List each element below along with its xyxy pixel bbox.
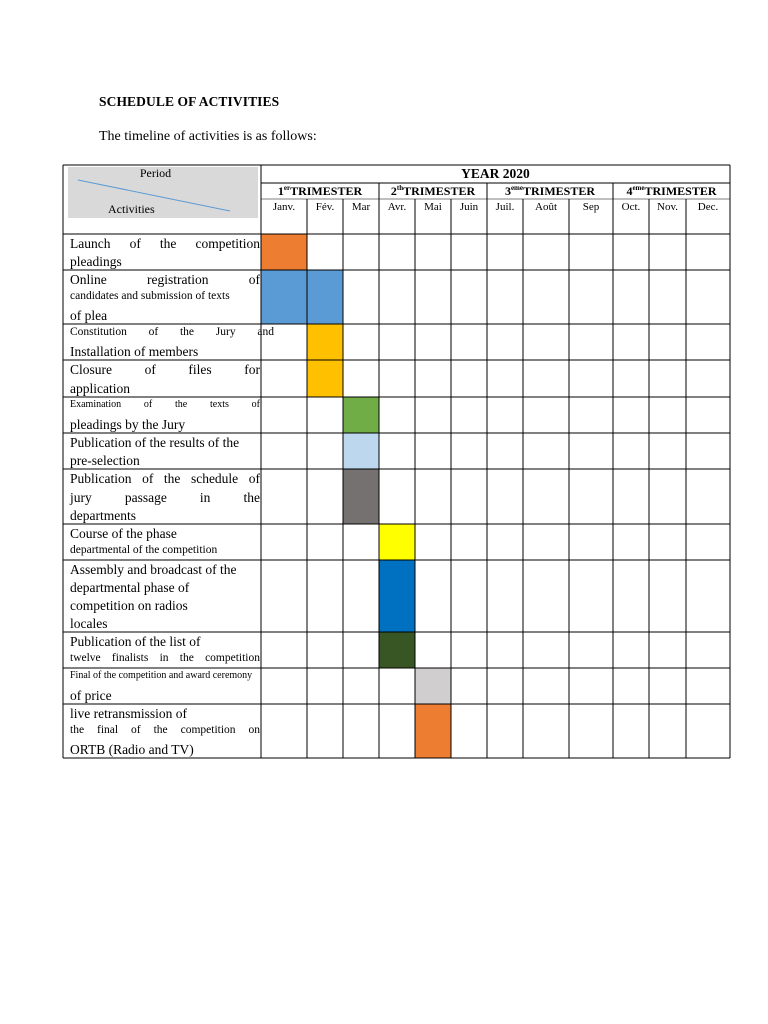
activity-label-line: Publication of the list of [70, 634, 201, 649]
trimester-number: 3 [504, 184, 511, 198]
activity-label-line: Installation of members [70, 344, 199, 359]
month-header: Mai [424, 201, 442, 213]
gantt-bar [261, 234, 307, 270]
month-header: Dec. [697, 201, 719, 213]
activity-label-line: Launch of the competition [70, 236, 260, 251]
activity-label-line: the final of the competition on [70, 724, 260, 736]
activity-label-line: jury passage in the [70, 489, 260, 505]
year-header: YEAR 2020 [461, 166, 530, 181]
month-header: Janv. [272, 201, 296, 213]
trimester-suffix: eme [632, 184, 645, 192]
activity-label-line: locales [70, 616, 108, 631]
activity-label-line: departmental of the competition [70, 544, 218, 556]
trimester-header [261, 185, 379, 197]
activity-label-line: Constitution of the Jury and [70, 326, 274, 338]
intro-paragraph: The timeline of activities is as follows: [99, 129, 317, 144]
trimester-label: TRIMESTER [290, 184, 363, 198]
trimester-label: TRIMESTER [523, 184, 596, 198]
trimester-suffix: th [396, 184, 404, 192]
month-header: Sep [582, 201, 600, 213]
trimester-label: TRIMESTER [403, 184, 476, 198]
trimester-suffix: eme [510, 184, 523, 192]
corner-activities-label: Activities [108, 202, 155, 216]
gantt-bar [307, 270, 343, 324]
activity-label-line: of plea [70, 308, 108, 323]
month-header: Fév. [315, 201, 335, 213]
activity-label-line: departments [70, 507, 136, 523]
gantt-bar [415, 668, 451, 704]
trimester-header [613, 185, 730, 197]
trimester-header [379, 185, 487, 197]
activity-label-line: Examination of the texts of [70, 399, 260, 410]
gantt-bar [307, 360, 343, 397]
activity-label-line: Closure of files for [70, 362, 260, 378]
month-header: Nov. [657, 201, 678, 213]
gantt-bar [415, 704, 451, 758]
trimester-number: 1 [277, 184, 284, 198]
gantt-bar [343, 397, 379, 433]
gantt-bar [261, 270, 307, 324]
activity-label-line: pre-selection [70, 453, 140, 468]
trimester-label: TRIMESTER [644, 184, 717, 198]
month-header: Juin [459, 201, 479, 213]
gantt-bar [307, 324, 343, 360]
activity-label-line: Online registration of [70, 272, 260, 287]
month-header: Août [535, 201, 557, 213]
activity-label-line: competition on radios [70, 598, 188, 613]
trimester-header [487, 185, 613, 197]
gantt-bar [379, 560, 415, 632]
activity-label-line: twelve finalists in the competition [70, 652, 260, 664]
activity-label-line: Assembly and broadcast of the [70, 562, 237, 577]
activity-label-line: candidates and submission of texts [70, 290, 230, 302]
gantt-bar [379, 632, 415, 668]
gantt-bar [343, 433, 379, 469]
gantt-bar [343, 469, 379, 524]
activity-label-line: of price [70, 688, 112, 703]
trimester-number: 2 [390, 184, 397, 198]
activity-label-line: ORTB (Radio and TV) [70, 742, 194, 757]
activity-label-line: departmental phase of [70, 580, 190, 595]
corner-period-label: Period [139, 166, 172, 180]
month-header: Juil. [495, 201, 515, 213]
activity-label-line: Publication of the results of the [70, 435, 240, 450]
trimester-number: 4 [626, 184, 633, 198]
activity-label-line: pleadings by the Jury [70, 417, 186, 432]
activity-label-line: application [70, 380, 130, 396]
month-header: Avr. [387, 201, 407, 213]
activity-label-line: pleadings [70, 254, 122, 269]
activity-label-line: Publication of the schedule of [70, 471, 260, 487]
month-header: Oct. [621, 201, 641, 213]
gantt-bar [379, 524, 415, 560]
activity-label-line: Course of the phase [70, 526, 177, 541]
trimester-suffix: er [283, 184, 291, 192]
activity-label-line: live retransmission of [70, 706, 187, 721]
activity-label-line: Final of the competition and award ceremony [70, 670, 253, 681]
month-header: Mar [351, 201, 371, 213]
document-heading: SCHEDULE OF ACTIVITIES [99, 94, 280, 109]
